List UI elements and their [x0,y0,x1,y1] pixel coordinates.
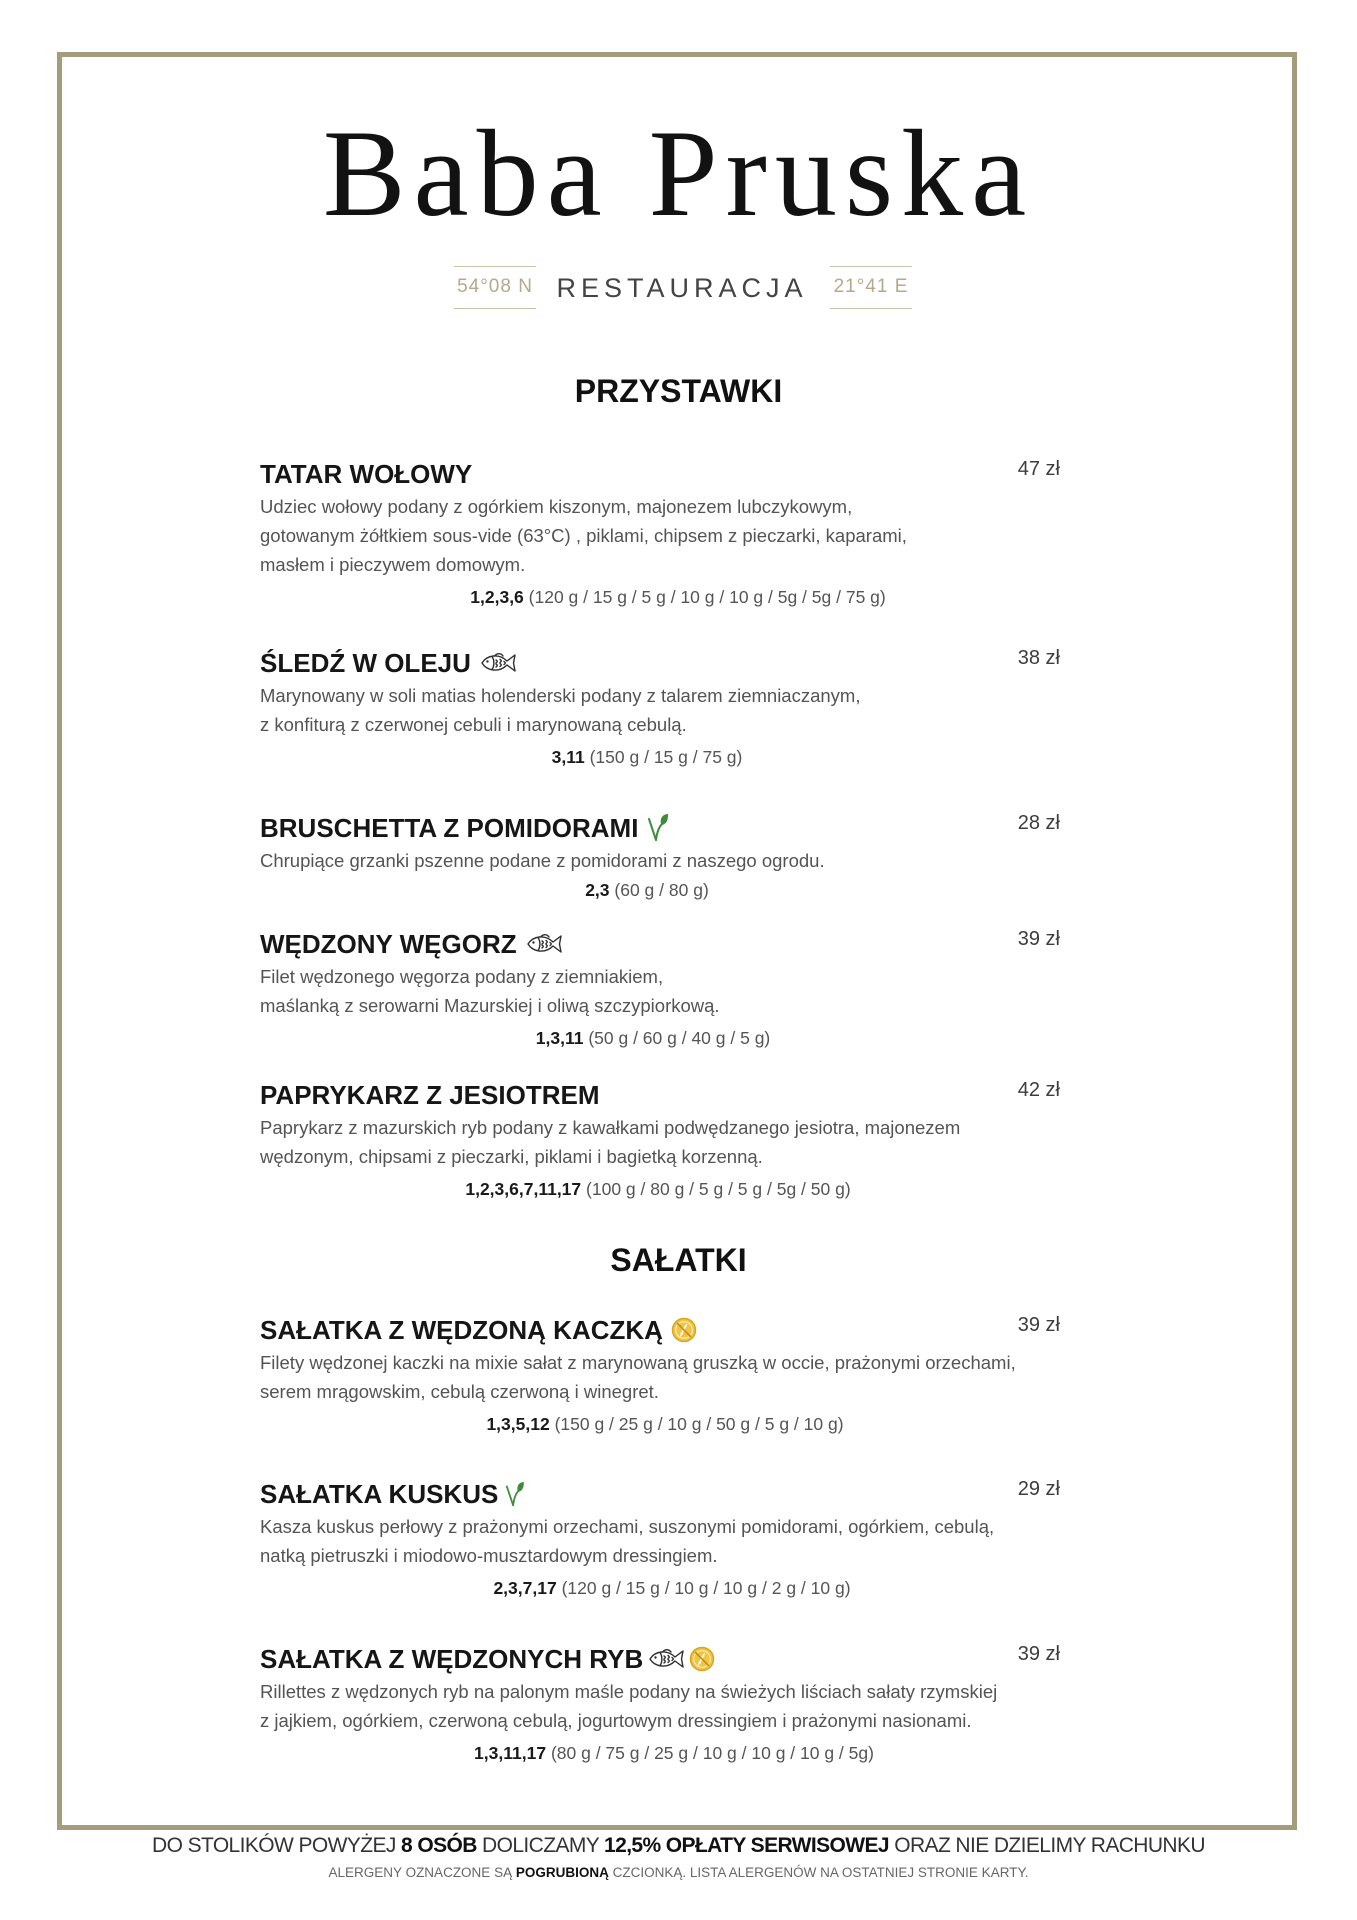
menu-item-header [260,1077,1140,1113]
allergen-codes: 2,3,7,17 [493,1578,557,1598]
description-line: maślanką z serowarni Mazurskiej i oliwą szczypiorkową. [260,995,720,1016]
menu-item [260,1476,1140,1603]
portion-weights: (150 g / 25 g / 10 g / 50 g / 5 g / 10 g) [554,1414,844,1434]
menu-item-name: SAŁATKA Z WĘDZONYCH RYB [260,1644,644,1674]
allergen-codes: 1,3,11,17 [474,1743,547,1763]
description-line: Chrupiące grzanki pszenne podane z pomidorami z naszego ogrodu. [260,850,825,871]
menu-item-description [260,962,1140,1020]
fish-icon [647,1647,687,1671]
gluten-free-icon [671,1317,697,1343]
menu-item-name: BRUSCHETTA Z POMIDORAMI [260,813,639,843]
portion-weights: (150 g / 15 g / 75 g) [589,747,743,767]
service-note-fee: 12,5% OPŁATY SERWISOWEJ [604,1834,889,1857]
menu-item-name: SAŁATKA Z WĘDZONĄ KACZKĄ [260,1315,663,1345]
description-line: Kasza kuskus perłowy z prażonymi orzechami, suszonymi pomidorami, ogórkiem, cebulą, [260,1516,995,1537]
menu-item-header [260,926,1140,962]
allergen-line [227,743,1067,772]
service-note-text: DOLICZAMY [482,1834,599,1857]
menu-item [260,810,1140,905]
menu-item-price: 42 zł [1017,1079,1060,1101]
menu-item-price: 47 zł [1017,458,1060,480]
section-title-salads: SAŁATKI [610,1242,747,1278]
allergen-line [233,1024,1073,1053]
description-line: gotowanym żółtkiem sous-vide (63°C) , piklami, chipsem z pieczarki, kaparami, [260,525,907,546]
allergen-note-bold: POGRUBIONĄ [515,1865,609,1880]
description-line: Paprykarz z mazurskich ryb podany z kawałkami podwędzanego jesiotra, majonezem [260,1117,961,1138]
allergen-line [258,583,1098,612]
allergen-codes: 1,3,11 [535,1028,584,1048]
menu-item [260,1641,1140,1768]
menu-item-price: 28 zł [1017,812,1060,834]
menu-item-price: 39 zł [1017,1643,1060,1665]
menu-item-header [260,456,1140,492]
menu-item-description [260,681,1140,739]
menu-item-description [260,1348,1140,1406]
allergen-codes: 1,2,3,6,7,11,17 [465,1179,582,1199]
menu-item-header [260,810,1140,846]
menu-item-name: PAPRYKARZ Z JESIOTREM [260,1080,600,1110]
menu-item [260,926,1140,1053]
menu-item-name: SAŁATKA KUSKUS [260,1479,499,1509]
allergen-codes: 2,3 [585,880,610,900]
menu-item-header [260,1476,1140,1512]
description-line: Rillettes z wędzonych ryb na palonym maśle podany na świeżych liściach sałaty rzymskiej [260,1681,998,1702]
allergen-line [238,1175,1078,1204]
allergen-line [227,876,1067,905]
portion-weights: (100 g / 80 g / 5 g / 5 g / 5g / 50 g) [586,1179,851,1199]
menu-item [260,645,1140,772]
allergen-line [245,1410,1085,1439]
description-line: Filety wędzonej kaczki na mixie sałat z marynowaną gruszką w occie, prażonymi orzechami, [260,1352,1016,1373]
menu-item-description [260,846,1140,875]
vegan-leaf-icon [646,814,668,842]
service-charge-note [0,1831,1357,1861]
portion-weights: (120 g / 15 g / 10 g / 10 g / 2 g / 10 g) [561,1578,851,1598]
latitude-label: 54°08 N [454,266,536,309]
menu-item-name: WĘDZONY WĘGORZ [260,929,517,959]
menu-item-description [260,1677,1140,1735]
portion-weights: (60 g / 80 g) [614,880,709,900]
description-line: wędzonym, chipsami z pieczarki, piklami i bagietką korzenną. [260,1146,763,1167]
allergen-line [254,1739,1094,1768]
fish-icon [525,932,565,956]
menu-item-name: ŚLEDŹ W OLEJU [260,648,471,678]
vegan-leaf-icon [504,1482,524,1507]
restaurant-logo-title: Baba Pruska [322,105,1035,242]
allergen-line [252,1574,1092,1603]
menu-item-price: 39 zł [1017,1314,1060,1336]
allergen-codes: 1,3,5,12 [486,1414,550,1434]
gluten-free-icon [689,1646,715,1672]
allergen-note-text: ALERGENY OZNACZONE SĄ [328,1865,513,1880]
description-line: Filet wędzonego węgorza podany z ziemniakiem, [260,966,664,987]
menu-item [260,456,1140,612]
allergen-codes: 1,2,3,6 [470,587,524,607]
service-note-text: ORAZ NIE DZIELIMY RACHUNKU [894,1834,1205,1857]
portion-weights: (80 g / 75 g / 25 g / 10 g / 10 g / 10 g / 5g) [550,1743,874,1763]
allergen-note-text: CZCIONKĄ. LISTA ALERGENÓW NA OSTATNIEJ STRONIE KARTY. [612,1865,1029,1880]
portion-weights: (50 g / 60 g / 40 g / 5 g) [588,1028,771,1048]
description-line: Udziec wołowy podany z ogórkiem kiszonym, majonezem lubczykowym, [260,496,853,517]
allergen-info-note [0,1864,1357,1882]
service-note-group-size: 8 OSÓB [401,1834,477,1857]
menu-item-header [260,645,1140,681]
description-line: natką pietruszki i miodowo-musztardowym dressingiem. [260,1545,718,1566]
portion-weights: (120 g / 15 g / 5 g / 10 g / 10 g / 5g / 5g / 75 g) [528,587,886,607]
menu-item [260,1077,1140,1204]
menu-item-header [260,1312,1140,1348]
longitude-label: 21°41 E [830,266,912,309]
menu-item-name: TATAR WOŁOWY [260,459,473,489]
description-line: z konfiturą z czerwonej cebuli i marynowaną cebulą. [260,714,687,735]
menu-item-header [260,1641,1140,1677]
menu-item-price: 29 zł [1017,1478,1060,1500]
restaurant-subtitle: RESTAURACJA [556,273,808,303]
fish-icon [479,651,519,675]
allergen-codes: 3,11 [551,747,585,767]
menu-item-price: 39 zł [1017,928,1060,950]
menu-item-description [260,1113,1140,1171]
description-line: Marynowany w soli matias holenderski podany z talarem ziemniaczanym, [260,685,861,706]
menu-item [260,1312,1140,1439]
description-line: z jajkiem, ogórkiem, czerwoną cebulą, jogurtowym dressingiem i prażonymi nasionami. [260,1710,972,1731]
service-note-text: DO STOLIKÓW POWYŻEJ [152,1834,396,1857]
description-line: masłem i pieczywem domowym. [260,554,526,575]
menu-item-description [260,492,1140,579]
menu-item-price: 38 zł [1017,647,1060,669]
menu-item-description [260,1512,1140,1570]
section-title-starters: PRZYSTAWKI [574,373,783,409]
description-line: serem mrągowskim, cebulą czerwoną i winegret. [260,1381,659,1402]
